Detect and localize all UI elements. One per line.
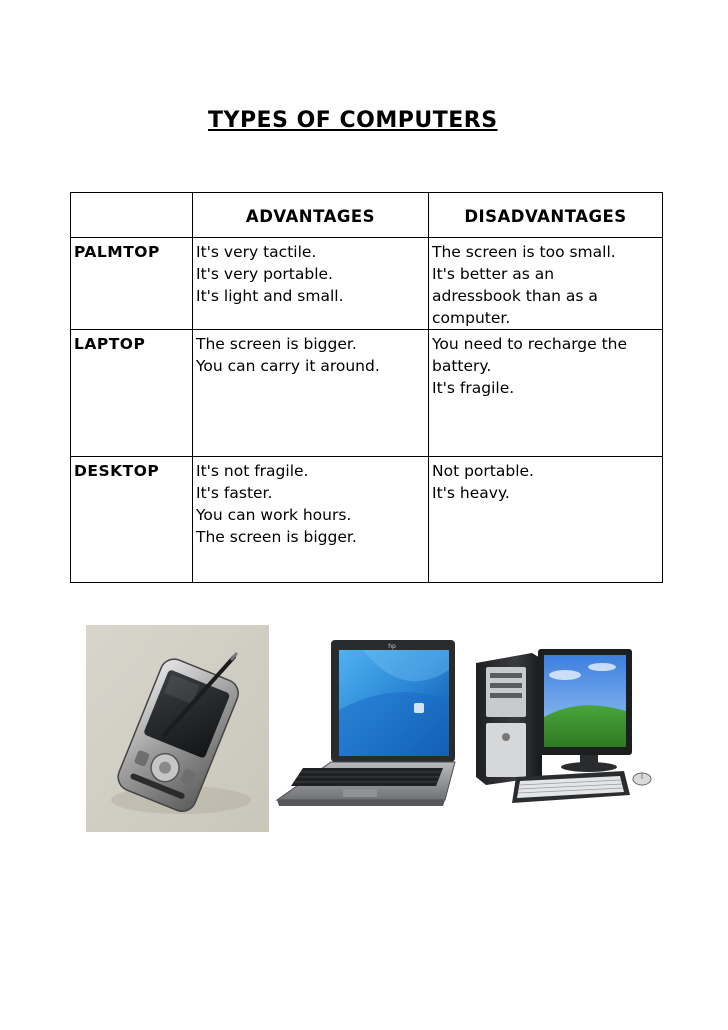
header-blank: [71, 193, 193, 238]
page-title: TYPES OF COMPUTERS: [208, 108, 498, 133]
advantage-line: The screen is bigger.: [196, 335, 357, 353]
disadvantage-line: You need to recharge the: [432, 335, 628, 353]
disadvantage-line: computer.: [432, 309, 511, 327]
header-advantages: ADVANTAGES: [193, 193, 429, 238]
advantage-line: It's very tactile.: [196, 243, 317, 261]
advantage-line: It's very portable.: [196, 265, 333, 283]
palmtop-advantages: [193, 238, 429, 330]
disadvantage-line: The screen is too small.: [432, 243, 616, 261]
desktop-advantages: [193, 457, 429, 583]
palmtop-disadvantages: [429, 238, 663, 330]
disadvantage-line: It's fragile.: [432, 379, 515, 397]
advantage-line: You can carry it around.: [196, 357, 380, 375]
disadvantage-line: It's heavy.: [432, 484, 510, 502]
advantage-line: The screen is bigger.: [196, 528, 357, 546]
disadvantage-line: Not portable.: [432, 462, 534, 480]
table-row-laptop: [71, 330, 663, 457]
table-row-palmtop: [71, 238, 663, 330]
row-label-laptop: LAPTOP: [71, 330, 193, 457]
advantage-line: It's light and small.: [196, 287, 344, 305]
desktop-disadvantages: [429, 457, 663, 583]
row-label-desktop: DESKTOP: [71, 457, 193, 583]
comparison-table: [70, 192, 663, 583]
advantage-line: It's faster.: [196, 484, 273, 502]
header-disadvantages: DISADVANTAGES: [429, 193, 663, 238]
hp-logo: hp: [388, 643, 396, 650]
laptop-photo: [273, 640, 458, 818]
advantage-line: It's not fragile.: [196, 462, 309, 480]
laptop-advantages: [193, 330, 429, 457]
laptop-disadvantages: [429, 330, 663, 457]
palmtop-photo: [86, 625, 269, 832]
desktop-photo: [470, 645, 660, 815]
advantage-line: You can work hours.: [196, 506, 352, 524]
table-row-desktop: [71, 457, 663, 583]
disadvantage-line: battery.: [432, 357, 492, 375]
row-label-palmtop: PALMTOP: [71, 238, 193, 330]
table-header-row: [71, 193, 663, 238]
disadvantage-line: adressbook than as a: [432, 287, 598, 305]
disadvantage-line: It's better as an: [432, 265, 555, 283]
